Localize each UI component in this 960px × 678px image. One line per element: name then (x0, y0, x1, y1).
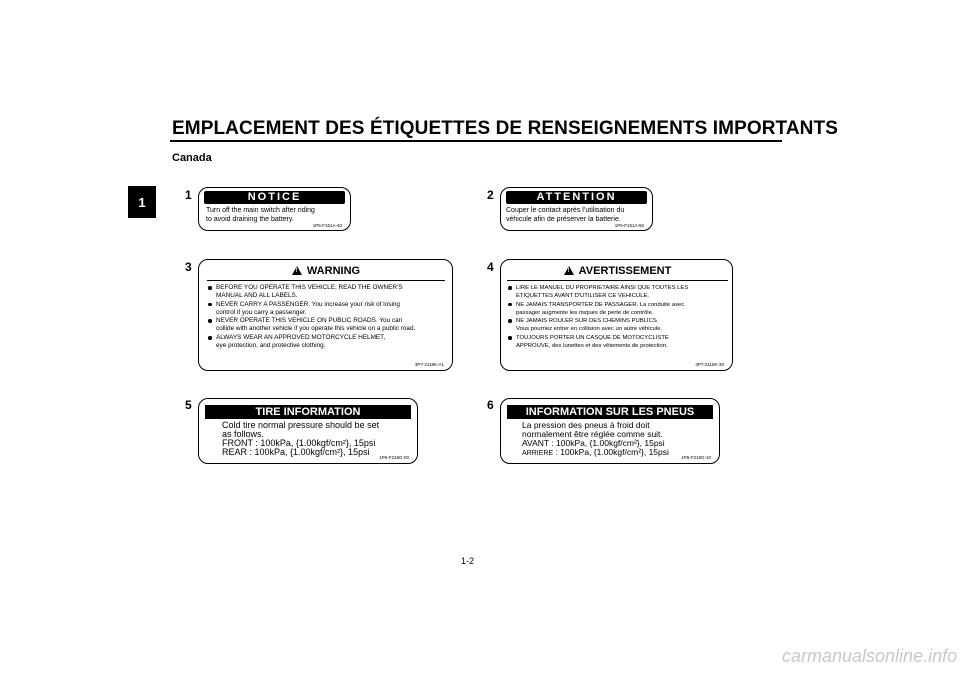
arriere-values: : 100kPa, {1.00kgf/cm²}, 15psi (555, 447, 669, 457)
chapter-tab: 1 (128, 186, 156, 218)
page-number: 1-2 (461, 556, 475, 566)
label-warning-header (207, 263, 445, 278)
warning-triangle-icon (564, 266, 574, 275)
list-item (208, 317, 448, 334)
text-line: véhicule afin de préserver la batterie. (506, 216, 621, 223)
arriere-pressure (522, 448, 669, 458)
label-notice (198, 187, 351, 231)
text-line: La pression des pneus à froid doit (522, 420, 650, 430)
watermark: carmanualsonline.info (782, 646, 958, 666)
text-line: NE JAMAIS TRANSPORTER DE PASSAGER. La conduite avec (516, 301, 685, 308)
label-tire-information (198, 398, 418, 464)
text-line: MANUAL AND ALL LABELS. (216, 292, 298, 300)
label-avertissement-header (507, 263, 728, 278)
label-tire-header: TIRE INFORMATION (205, 405, 411, 419)
text-line: to avoid draining the battery. (206, 216, 294, 223)
arriere-word: ARRIERE (522, 450, 554, 457)
label-notice-header: NOTICE (204, 191, 345, 204)
label-part-code: 3P7-2118K-30 (695, 362, 724, 367)
label-part-code: 1P6-F218G-10 (681, 455, 711, 460)
label-number-3: 3 (185, 260, 192, 274)
text-line: normalement être réglée comme suit. (522, 429, 663, 439)
label-warning (198, 259, 453, 371)
text-line: APPROUVE, des lunettes et des vêtements de protection. (516, 343, 668, 350)
label-part-code: 1P6-F218G-00 (379, 455, 409, 460)
label-number-6: 6 (487, 398, 494, 412)
text-line: passager augmente les risques de perte de contrôle. (516, 309, 654, 316)
label-number-2: 2 (487, 188, 494, 202)
warning-triangle-icon (292, 266, 302, 275)
label-number-4: 4 (487, 260, 494, 274)
text-line: NEVER OPERATE THIS VEHICLE ON PUBLIC ROADS. You can (216, 317, 403, 325)
divider (207, 280, 445, 281)
label-information-pneus (500, 398, 720, 464)
text-line: collide with another vehicle if you operate this vehicle on a public road. (216, 325, 416, 333)
text-line: TOUJOURS PORTER UN CASQUE DE MOTOCYCLISTE (516, 334, 669, 341)
label-part-code: 1P6-F151A-40 (312, 223, 342, 228)
front-pressure: FRONT : 100kPa, {1.00kgf/cm²}, 15psi (222, 438, 376, 448)
list-item (508, 301, 732, 318)
label-attention-header: ATTENTION (506, 191, 647, 204)
label-number-5: 5 (185, 398, 192, 412)
header-text: AVERTISSEMENT (578, 264, 672, 277)
label-attention (500, 187, 653, 231)
list-item (208, 334, 448, 351)
label-part-code: 3P7-2118K-A1 (414, 362, 444, 367)
region-subtitle: Canada (172, 152, 212, 164)
text-line: LIRE LE MANUEL DU PROPRIETAIRE AINSI QUE TOUTES LES (516, 285, 689, 291)
label-notice-text (206, 206, 315, 224)
text-line: Turn off the main switch after riding (206, 207, 315, 214)
page-title: EMPLACEMENT DES ÉTIQUETTES DE RENSEIGNEMENTS IMPORTANTS (172, 118, 838, 139)
label-tire-text (222, 421, 379, 457)
list-item (208, 284, 448, 301)
label-part-code: 1P6-F151A-50 (614, 223, 644, 228)
label-number-1: 1 (185, 188, 192, 202)
list-item (508, 284, 732, 301)
text-line: eye protection, and protective clothing. (216, 342, 326, 350)
label-attention-text (506, 206, 624, 224)
avant-pressure: AVANT : 100kPa, {1.00kgf/cm²}, 15psi (522, 438, 665, 448)
text-line: Couper le contact après l’utilisation du (506, 207, 625, 214)
text-line: ETIQUETTES AVANT D'UTILISER CE VEHICULE. (516, 293, 650, 300)
text-line: NEVER CARRY A PASSENGER. You increase your risk of losing (216, 300, 400, 308)
header-text: WARNING (306, 264, 361, 277)
list-item (508, 334, 732, 351)
avertissement-list (508, 284, 732, 350)
list-item (508, 317, 732, 334)
text-line: ALWAYS WEAR AN APPROVED MOTORCYCLE HELMET, (216, 333, 386, 341)
text-line: as follows. (222, 429, 265, 439)
text-line: BEFORE YOU OPERATE THIS VEHICLE, READ THE OWNER'S (216, 284, 403, 291)
rear-pressure: REAR : 100kPa, {1.00kgf/cm²}, 15psi (222, 447, 370, 457)
text-line: Cold tire normal pressure should be set (222, 420, 380, 430)
label-avertissement (500, 259, 733, 371)
label-pneus-header: INFORMATION SUR LES PNEUS (507, 405, 713, 419)
warning-list (208, 284, 448, 350)
text-line: NE JAMAIS ROULER SUR DES CHEMINS PUBLICS. (516, 318, 659, 325)
label-pneus-text (522, 421, 669, 458)
title-rule (170, 140, 782, 142)
text-line: Vous pourriez entrer en collision avec un autre véhicule. (516, 326, 663, 333)
list-item (208, 301, 448, 318)
divider (507, 280, 728, 281)
text-line: control if you carry a passenger. (216, 308, 307, 316)
